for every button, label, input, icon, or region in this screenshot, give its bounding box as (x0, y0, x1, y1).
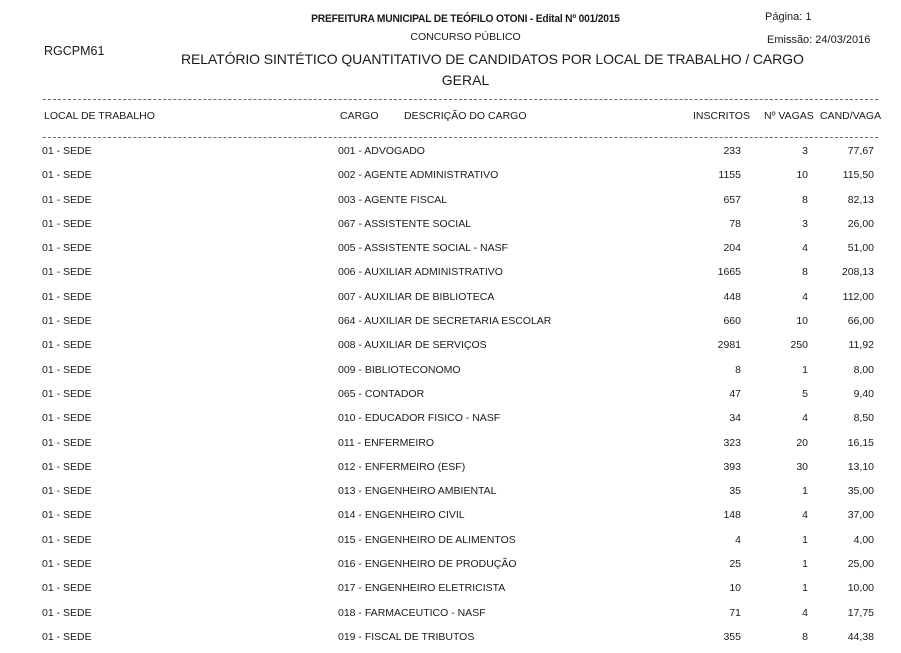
cell-inscritos: 1155 (718, 169, 741, 182)
cell-inscritos: 35 (729, 485, 741, 498)
cell-vagas: 1 (802, 533, 808, 546)
column-header-cand-vaga: CAND/VAGA (820, 110, 882, 122)
cell-cand-vaga: 37,00 (847, 509, 874, 522)
cell-inscritos: 323 (723, 436, 741, 449)
cell-inscritos: 1665 (717, 266, 741, 279)
cell-vagas: 3 (802, 217, 808, 230)
cell-local: 01 - SEDE (42, 242, 92, 255)
cell-cargo: 065 - CONTADOR (338, 387, 425, 400)
cell-cand-vaga: 9,40 (853, 387, 874, 400)
cell-vagas: 5 (802, 387, 808, 400)
column-header-descricao: DESCRIÇÃO DO CARGO (404, 110, 527, 122)
cell-cargo: 013 - ENGENHEIRO AMBIENTAL (338, 485, 497, 498)
table-row (0, 362, 901, 386)
cell-cargo: 001 - ADVOGADO (338, 145, 425, 157)
table-row (0, 240, 901, 264)
organization-title (33, 13, 871, 25)
cell-cargo: 006 - AUXILIAR ADMINISTRATIVO (338, 266, 503, 279)
cell-inscritos: 660 (723, 315, 741, 328)
cell-inscritos: 233 (723, 145, 741, 157)
cell-inscritos: 78 (729, 217, 741, 230)
page-number: Página: 1 (765, 11, 812, 23)
cell-vagas: 1 (802, 558, 808, 571)
cell-cand-vaga: 8,00 (853, 363, 874, 376)
cell-inscritos: 204 (723, 242, 741, 255)
cell-cand-vaga: 44,38 (847, 630, 874, 643)
cell-inscritos: 657 (723, 193, 741, 206)
table-row (0, 143, 901, 167)
table-row (0, 580, 901, 604)
cell-cand-vaga: 25,00 (847, 558, 874, 571)
cell-cargo: 019 - FISCAL DE TRIBUTOS (338, 630, 475, 643)
cell-cargo: 018 - FARMACEUTICO - NASF (338, 606, 486, 619)
cell-cargo: 005 - ASSISTENTE SOCIAL - NASF (338, 242, 508, 255)
column-header-inscritos: INSCRITOS (693, 110, 750, 122)
cell-vagas: 30 (796, 460, 808, 473)
table-row (0, 289, 901, 313)
table-row (0, 556, 901, 580)
report-subtitle (0, 31, 901, 43)
cell-cand-vaga: 16,15 (847, 436, 874, 449)
cell-local: 01 - SEDE (42, 145, 92, 157)
cell-cargo: 008 - AUXILIAR DE SERVIÇOS (338, 339, 487, 352)
cell-cand-vaga: 13,10 (847, 460, 874, 473)
cell-local: 01 - SEDE (42, 290, 92, 303)
table-row (0, 192, 901, 216)
subtitle-text: CONCURSO PÚBLICO (410, 31, 521, 43)
cell-inscritos: 448 (723, 290, 741, 303)
column-header-vagas: Nº VAGAS (764, 110, 814, 122)
cell-vagas: 4 (802, 290, 808, 303)
cell-cargo: 015 - ENGENHEIRO DE ALIMENTOS (338, 533, 516, 546)
header-separator-bottom (43, 137, 878, 138)
table-row (0, 264, 901, 288)
table-row (0, 337, 901, 361)
table-row (0, 410, 901, 434)
cell-cand-vaga: 82,13 (847, 193, 874, 206)
cell-cand-vaga: 10,00 (847, 582, 874, 595)
cell-vagas: 10 (796, 169, 808, 182)
table-row (0, 459, 901, 483)
cell-cargo: 067 - ASSISTENTE SOCIAL (338, 217, 472, 230)
cell-inscritos: 25 (729, 558, 741, 571)
cell-cargo: 017 - ENGENHEIRO ELETRICISTA (338, 582, 506, 595)
cell-inscritos: 47 (729, 387, 741, 400)
cell-local: 01 - SEDE (42, 630, 92, 643)
cell-inscritos: 8 (735, 363, 741, 376)
column-header-cargo: CARGO (340, 110, 379, 122)
cell-cand-vaga: 17,75 (847, 606, 874, 619)
table-row (0, 435, 901, 459)
cell-inscritos: 34 (729, 412, 741, 425)
cell-inscritos: 10 (729, 582, 741, 595)
cell-cand-vaga: 11,92 (848, 339, 874, 352)
cell-cargo: 064 - AUXILIAR DE SECRETARIA ESCOLAR (338, 315, 552, 328)
cell-cand-vaga: 4,00 (853, 533, 874, 546)
cell-cand-vaga: 112,00 (842, 290, 874, 303)
table-row (0, 605, 901, 629)
cell-local: 01 - SEDE (42, 266, 92, 279)
cell-local: 01 - SEDE (42, 509, 92, 522)
cell-vagas: 1 (802, 363, 808, 376)
cell-cand-vaga: 8,50 (853, 412, 874, 425)
cell-vagas: 4 (802, 242, 808, 255)
cell-cand-vaga: 208,13 (841, 266, 874, 279)
cell-vagas: 4 (802, 412, 808, 425)
cell-inscritos: 2981 (717, 339, 741, 352)
cell-vagas: 20 (796, 436, 808, 449)
cell-local: 01 - SEDE (42, 387, 92, 400)
cell-cand-vaga: 77,67 (847, 145, 874, 157)
header-separator-top (43, 99, 878, 100)
cell-local: 01 - SEDE (42, 315, 92, 328)
cell-local: 01 - SEDE (42, 193, 92, 206)
cell-inscritos: 71 (729, 606, 741, 619)
column-header-local: LOCAL DE TRABALHO (44, 110, 155, 122)
cell-local: 01 - SEDE (42, 169, 92, 182)
table-body (0, 143, 901, 653)
cell-local: 01 - SEDE (42, 485, 92, 498)
cell-cargo: 010 - EDUCADOR FISICO - NASF (338, 412, 501, 425)
organization-text: PREFEITURA MUNICIPAL DE TEÓFILO OTONI - Edital Nº 001/2015 (311, 13, 620, 25)
cell-local: 01 - SEDE (42, 460, 92, 473)
cell-local: 01 - SEDE (42, 582, 92, 595)
table-row (0, 507, 901, 531)
cell-vagas: 8 (802, 193, 808, 206)
cell-local: 01 - SEDE (42, 217, 92, 230)
table-row (0, 216, 901, 240)
cell-inscritos: 393 (723, 460, 741, 473)
cell-vagas: 4 (802, 509, 808, 522)
table-row (0, 386, 901, 410)
table-row (0, 313, 901, 337)
cell-inscritos: 355 (723, 630, 741, 643)
report-title: RELATÓRIO SINTÉTICO QUANTITATIVO DE CANDIDATOS POR LOCAL DE TRABALHO / CARGO (181, 51, 804, 67)
cell-local: 01 - SEDE (42, 436, 92, 449)
cell-cargo: 012 - ENFERMEIRO (ESF) (338, 460, 466, 473)
cell-cargo: 016 - ENGENHEIRO DE PRODUÇÃO (338, 558, 517, 571)
title-line2-text: GERAL (441, 72, 490, 88)
cell-cargo: 002 - AGENTE ADMINISTRATIVO (338, 169, 499, 182)
cell-vagas: 10 (796, 315, 808, 328)
cell-cargo: 009 - BIBLIOTECONOMO (338, 363, 461, 376)
report-title-line2 (0, 72, 901, 88)
table-row (0, 483, 901, 507)
emission-date: Emissão: 24/03/2016 (767, 34, 871, 46)
cell-cargo: 014 - ENGENHEIRO CIVIL (338, 509, 465, 522)
cell-cargo: 007 - AUXILIAR DE BIBLIOTECA (338, 290, 495, 303)
cell-cargo: 011 - ENFERMEIRO (338, 436, 435, 449)
cell-vagas: 1 (802, 582, 808, 595)
cell-cand-vaga: 51,00 (847, 242, 874, 255)
cell-local: 01 - SEDE (42, 558, 92, 571)
cell-local: 01 - SEDE (42, 363, 92, 376)
cell-cargo: 003 - AGENTE FISCAL (338, 193, 448, 206)
cell-vagas: 3 (802, 145, 808, 157)
cell-local: 01 - SEDE (42, 533, 92, 546)
table-row (0, 167, 901, 191)
cell-local: 01 - SEDE (42, 412, 92, 425)
report-code: RGCPM61 (44, 44, 105, 58)
cell-inscritos: 148 (723, 509, 741, 522)
cell-vagas: 8 (802, 630, 808, 643)
cell-cand-vaga: 115,50 (842, 169, 874, 182)
cell-local: 01 - SEDE (42, 606, 92, 619)
table-row (0, 532, 901, 556)
cell-cand-vaga: 26,00 (847, 217, 874, 230)
cell-inscritos: 4 (735, 533, 741, 546)
cell-vagas: 8 (802, 266, 808, 279)
table-row (0, 629, 901, 653)
cell-vagas: 4 (802, 606, 808, 619)
cell-cand-vaga: 35,00 (847, 485, 874, 498)
cell-cand-vaga: 66,00 (847, 315, 874, 328)
cell-vagas: 1 (802, 485, 808, 498)
cell-vagas: 250 (790, 339, 808, 352)
cell-local: 01 - SEDE (42, 339, 92, 352)
